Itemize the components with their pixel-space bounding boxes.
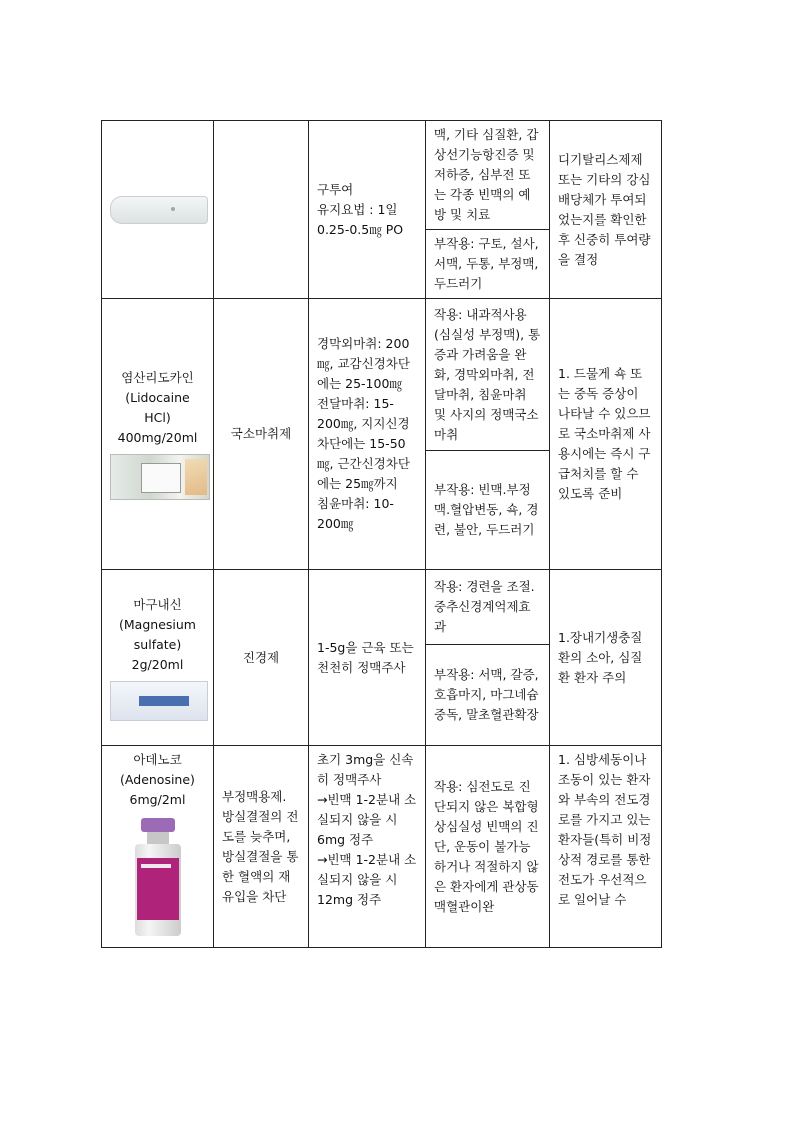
table-row (102, 121, 662, 230)
drug-name-line: (Adenosine) (120, 772, 195, 787)
drug-name-cell (102, 570, 214, 746)
action-cell: 작용: 내과적사용(심실성 부정맥), 통증과 가려움을 완화, 경막외마취, 전달마취, 침윤마취 및 사지의 정맥국소마취 (426, 299, 550, 451)
side-effect-cell: 부작용: 구토, 설사, 서맥, 두통, 부정맥, 두드러기 (426, 230, 550, 299)
dosage-cell (309, 121, 426, 299)
drug-name-cell (102, 121, 214, 299)
note-cell: 1. 드물게 쇽 또는 중독 증상이 나타날 수 있으므로 국소마취제 사용시에는 즉시 구급처치를 할 수 있도록 준비 (550, 299, 662, 570)
classification-cell: 부정맥용제. 방실결절의 전도를 늦추며, 방실결절을 통한 혈액의 재유입을 차단 (214, 746, 309, 948)
drug-name-line: sulfate) (133, 636, 182, 652)
table-row (102, 299, 662, 451)
dosage-text: 구투여 유지요법 : 1일 0.25-0.5㎎ PO (317, 181, 404, 237)
drug-name-line: 염산리도카인 (121, 370, 194, 385)
table-row (102, 570, 662, 645)
drug-name-line: (Lidocaine (125, 390, 190, 405)
note-cell: 디기탈리스제제 또는 기타의 강심배당체가 투여되었는지를 확인한 후 신중히 투여량을 결정 (550, 121, 662, 299)
side-effect-cell: 부작용: 빈맥.부정맥.혈압변동, 쇽, 경련, 불안, 두드러기 (426, 451, 550, 570)
drug-strip-image (110, 196, 208, 224)
table-row (102, 746, 662, 948)
classification-cell: 국소마취제 (214, 299, 309, 570)
dosage-text: 초기 3mg을 신속히 정맥주사 →빈맥 1-2분내 소실되지 않을 시 6mg 정주 →빈맥 1-2분내 소실되지 않을 시 12mg 정주 (317, 752, 417, 907)
side-effect-cell: 부작용: 서맥, 갈증, 호흡마지, 마그네슘중독, 말초혈관확장 (426, 645, 550, 746)
drug-table (101, 120, 662, 948)
dosage-cell (309, 299, 426, 570)
drug-name-cell (102, 299, 214, 570)
adenosine-vial-image (133, 818, 183, 936)
dosage-cell: 1-5g을 근육 또는 천천히 정맥주사 (309, 570, 426, 746)
drug-strength: 6mg/2ml (129, 792, 186, 807)
action-cell: 작용: 경련을 조절. 중추신경계억제효과 (426, 570, 550, 645)
drug-name-cell (102, 746, 214, 948)
action-cell: 맥, 기타 심질환, 갑상선기능항진증 및 저하증, 심부전 또는 각종 빈맥의 예방 및 치료 (426, 121, 550, 230)
dosage-cell (309, 746, 426, 948)
drug-name-line: (Magnesium (119, 616, 196, 632)
classification-cell: 진경제 (214, 570, 309, 746)
drug-name-line: 마구내신 (133, 596, 182, 612)
drug-name-line: HCl) (144, 410, 171, 425)
classification-cell (214, 121, 309, 299)
magnesium-ampoule-image (110, 681, 208, 721)
action-cell: 작용: 심전도로 진단되지 않은 복합형 상심실성 빈맥의 진단, 운동이 불가능하거나 적절하지 않은 환자에게 관상동맥혈관이완 (426, 746, 550, 948)
dosage-text: 경막외마취: 200㎎, 교감신경차단에는 25-100㎎ 전달마취: 15-200㎎, 지지신경차단에는 15-50㎎, 근간신경차단에는 25㎎까지 침윤마취: 10-200㎎ (317, 336, 410, 531)
note-cell: 1.장내기생충질환의 소아, 심질환 환자 주의 (550, 570, 662, 746)
drug-name-line: 아데노코 (133, 752, 182, 767)
drug-strength: 400mg/20ml (117, 430, 198, 445)
drug-strength: 2g/20ml (131, 656, 184, 672)
note-cell: 1. 심방세동이나 조동이 있는 환자와 부속의 전도경로를 가지고 있는 환자들(특히 비정상적 경로를 통한 전도가 우선적으로 일어날 수 (550, 746, 662, 948)
lidocaine-vial-image (110, 454, 210, 500)
